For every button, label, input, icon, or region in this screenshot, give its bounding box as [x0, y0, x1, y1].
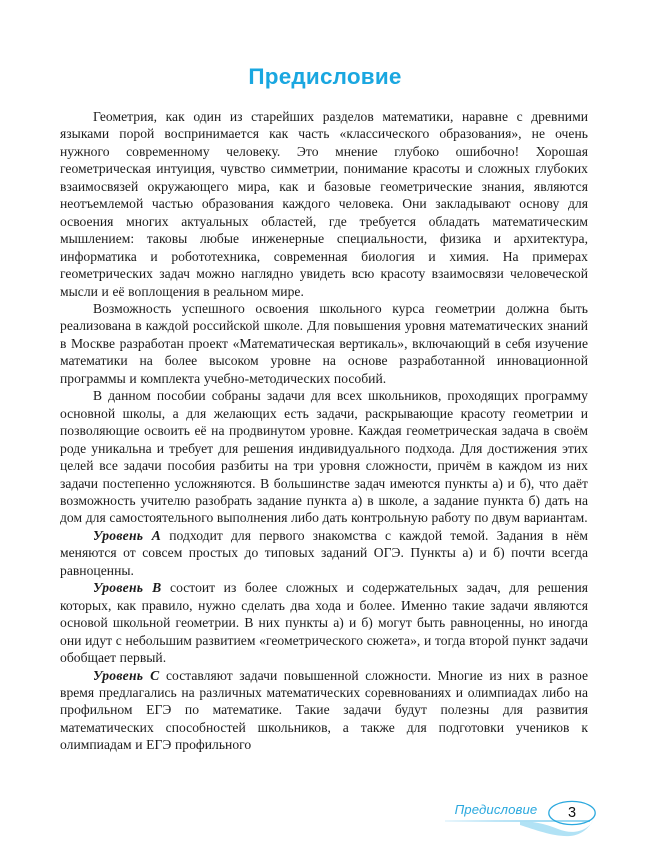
level-label-b: Уровень B [93, 580, 162, 596]
paragraph-text: В данном пособии собраны задачи для всех школьников, проходящих программу основной школы, а для желающих есть задачи, раскрывающие красоту геометрии и позволяющие освоить её на продвинутом уровне. Каждая геометрическая задача в своём роде уникальна и требует для решения индивидуального подхода. Для достижения этих целей все задачи пособия разбиты на три уровня сложности, причём в каждом из них задачи постепенно усложняются. В большинстве задач имеются пункты а) и б), что даёт возможность учителю разобрать задание пункта а) в школе, а задание пункта б) дать на дом для самостоятельного выполнения либо дать контрольную работу по двум вариантам. [60, 388, 588, 526]
page-title: Предисловие [248, 64, 402, 89]
paragraph-level-c [60, 667, 588, 754]
paragraph-level-a [60, 527, 588, 579]
body-text-column [60, 108, 588, 754]
footer-chapter-label: Предисловие [454, 802, 538, 817]
paragraph-text: Возможность успешного освоения школьного курса геометрии должна быть реализована в каждой российской школе. Для повышения уровня математических знаний в Москве разработан проект «Математическая вертикаль», включающий в себя изучение математики на более высоком уровне на основе разработанной инновационной программы и комплекта учебно-методических пособий. [60, 300, 588, 386]
paragraph-text: подходит для первого знакомства с каждой темой. Задания в нём меняются от совсем простых до типовых заданий ОГЭ. Пункты а) и б) почти всегда равноценны. [60, 527, 588, 578]
paragraph-text: состоит из более сложных и содержательных задач, для решения которых, как правило, нужно сделать два хода и более. Именно такие задачи являются основой школьной геометрии. В них пункты а) и б) могут быть равноценны, но иногда они идут с небольшим развитием «геометрического сюжета», и тогда второй пункт задачи обобщает первый. [60, 580, 589, 666]
paragraph-text: Геометрия, как один из старейших разделов математики, наравне с древними языками порой воспринимается как часть «классического образования», не очень нужного современному человеку. Это мнение глубоко ошибочно! Хорошая геометрическая интуиция, чувство симметрии, понимание красоты и сложных глубоких взаимосвязей окружающего мира, как и базовые геометрические знания, являются неотъемлемой частью образования каждого человека. Они закладывают основу для освоения многих актуальных областей, где требуется обладать математическим мышлением: таковы любые инженерные специальности, физика и архитектура, информатика и робототехника, современная биология и химия. На примерах геометрических задач можно наглядно увидеть всю красоту взаимосвязи человеческой мысли и её воплощения в реальном мире. [60, 109, 588, 299]
level-label-c: Уровень C [93, 667, 160, 683]
page-footer [0, 800, 650, 846]
page-number-badge [547, 800, 597, 826]
page-number: 3 [567, 804, 577, 821]
paragraph-1 [60, 108, 588, 300]
level-label-a: Уровень А [93, 527, 162, 543]
paragraph-text: составляют задачи повышенной сложности. Многие из них в разное время предлагались на различных математических соревнованиях и олимпиадах либо на профильном ЕГЭ по математике. Такие задачи будут полезны для развития математических способностей школьников, а также для подготовки учеников к олимпиадам и ЕГЭ профильного [60, 667, 588, 753]
paragraph-3 [60, 387, 588, 527]
paragraph-2 [60, 300, 588, 387]
paragraph-level-b [60, 579, 588, 666]
